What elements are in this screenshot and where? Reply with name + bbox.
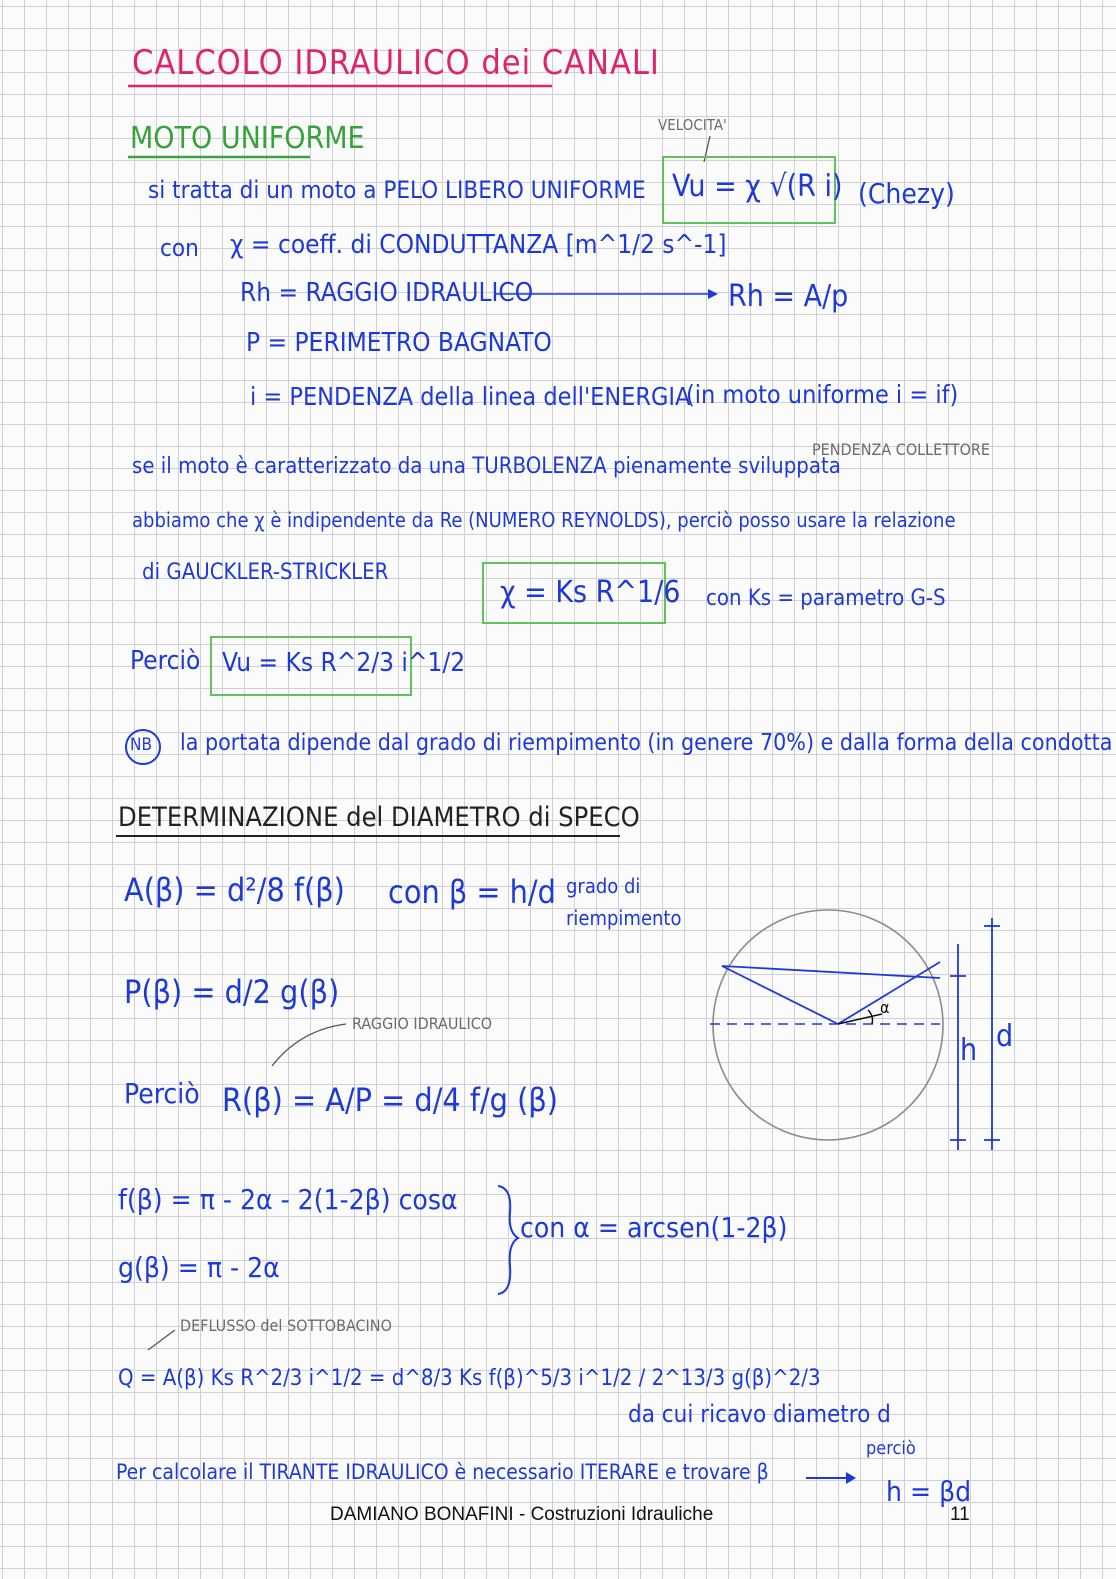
f-formula: f(β) = π - 2α - 2(1-2β) cosα: [118, 1183, 458, 1216]
deflusso-note: DEFLUSSO del SOTTOBACINO: [180, 1316, 392, 1335]
diagram-h-label: h: [960, 1033, 978, 1068]
gs-formula: χ = Ks R^1/6: [500, 575, 681, 610]
water-surface-line: [722, 966, 940, 978]
con-label: con: [160, 234, 199, 262]
chi-definition: χ = coeff. di CONDUTTANZA [m^1/2 s^-1]: [230, 230, 727, 260]
pipe-circle: [713, 910, 943, 1140]
turbolenza-line-2: abbiamo che χ è indipendente da Re (NUMERO REYNOLDS), perciò posso usare la relazione: [132, 508, 956, 532]
a-formula: A(β) = d²/8 f(β): [124, 871, 345, 909]
rh-arrowhead: [708, 289, 718, 299]
velocita-note: VELOCITA': [658, 116, 727, 134]
i-definition: i = PENDENZA della linea dell'ENERGIA: [250, 382, 691, 411]
page-title: CALCOLO IDRAULICO dei CANALI: [132, 43, 660, 83]
rh-definition: Rh = RAGGIO IDRAULICO: [240, 278, 534, 308]
page-number: 11: [950, 1504, 970, 1525]
p-definition: P = PERIMETRO BAGNATO: [246, 328, 552, 358]
g-formula: g(β) = π - 2α: [118, 1251, 280, 1284]
footer-text: DAMIANO BONAFINI - Costruzioni Idrauliche: [330, 1504, 714, 1525]
iterare-arrowhead: [846, 1472, 856, 1484]
pendenza-collettore-note: PENDENZA COLLETTORE: [812, 440, 990, 459]
section-determinazione: DETERMINAZIONE del DIAMETRO di SPECO: [118, 802, 640, 833]
beta-formula: con β = h/d: [388, 873, 556, 911]
chezy-label: (Chezy): [858, 177, 955, 210]
section-moto-uniforme: MOTO UNIFORME: [130, 121, 365, 156]
line-pelo-libero: si tratta di un moto a PELO LIBERO UNIFORME: [148, 176, 646, 204]
h-formula: h = βd: [886, 1475, 972, 1508]
r-formula: R(β) = A/P = d/4 f/g (β): [222, 1081, 558, 1119]
ks-definition: con Ks = parametro G-S: [706, 586, 946, 611]
alpha-definition: con α = arcsen(1-2β): [520, 1211, 788, 1244]
chezy-formula: Vu = χ √(R i): [672, 169, 843, 204]
percio-label-2: Perciò: [124, 1077, 200, 1110]
i-note: (in moto uniforme i = if): [686, 380, 959, 409]
pipe-cross-section-diagram: [710, 910, 1000, 1150]
percio-label-3: perciò: [866, 1438, 916, 1459]
raggio-idraulico-note: RAGGIO IDRAULICO: [352, 1014, 493, 1033]
raggio-arrow: [272, 1024, 346, 1066]
turbolenza-line-1: se il moto è caratterizzato da una TURBOLENZA pienamente sviluppata: [132, 454, 841, 479]
vu-formula: Vu = Ks R^2/3 i^1/2: [222, 648, 466, 678]
q-formula: Q = A(β) Ks R^2/3 i^1/2 = d^8/3 Ks f(β)^5/3 i^1/2 / 2^13/3 g(β)^2/3: [118, 1366, 821, 1391]
rh-formula: Rh = A/p: [728, 279, 849, 314]
nb-text: la portata dipende dal grado di riempimento (in genere 70%) e dalla forma della condotta: [180, 730, 1113, 756]
radius-left: [722, 966, 838, 1024]
last-line: Per calcolare il TIRANTE IDRAULICO è necessario ITERARE e trovare β: [116, 1460, 769, 1484]
percio-label-1: Perciò: [130, 646, 201, 676]
grado-riempimento: grado di riempimento: [566, 874, 682, 930]
curly-brace: [498, 1186, 518, 1294]
nb-badge: NB: [130, 735, 152, 755]
q-text: da cui ricavo diametro d: [628, 1400, 891, 1428]
p-formula: P(β) = d/2 g(β): [124, 973, 340, 1011]
turbolenza-line-3: di GAUCKLER-STRICKLER: [142, 560, 389, 585]
diagram-d-label: d: [996, 1019, 1014, 1054]
deflusso-arrow: [148, 1330, 175, 1350]
diagram-alpha-label: α: [880, 998, 890, 1017]
